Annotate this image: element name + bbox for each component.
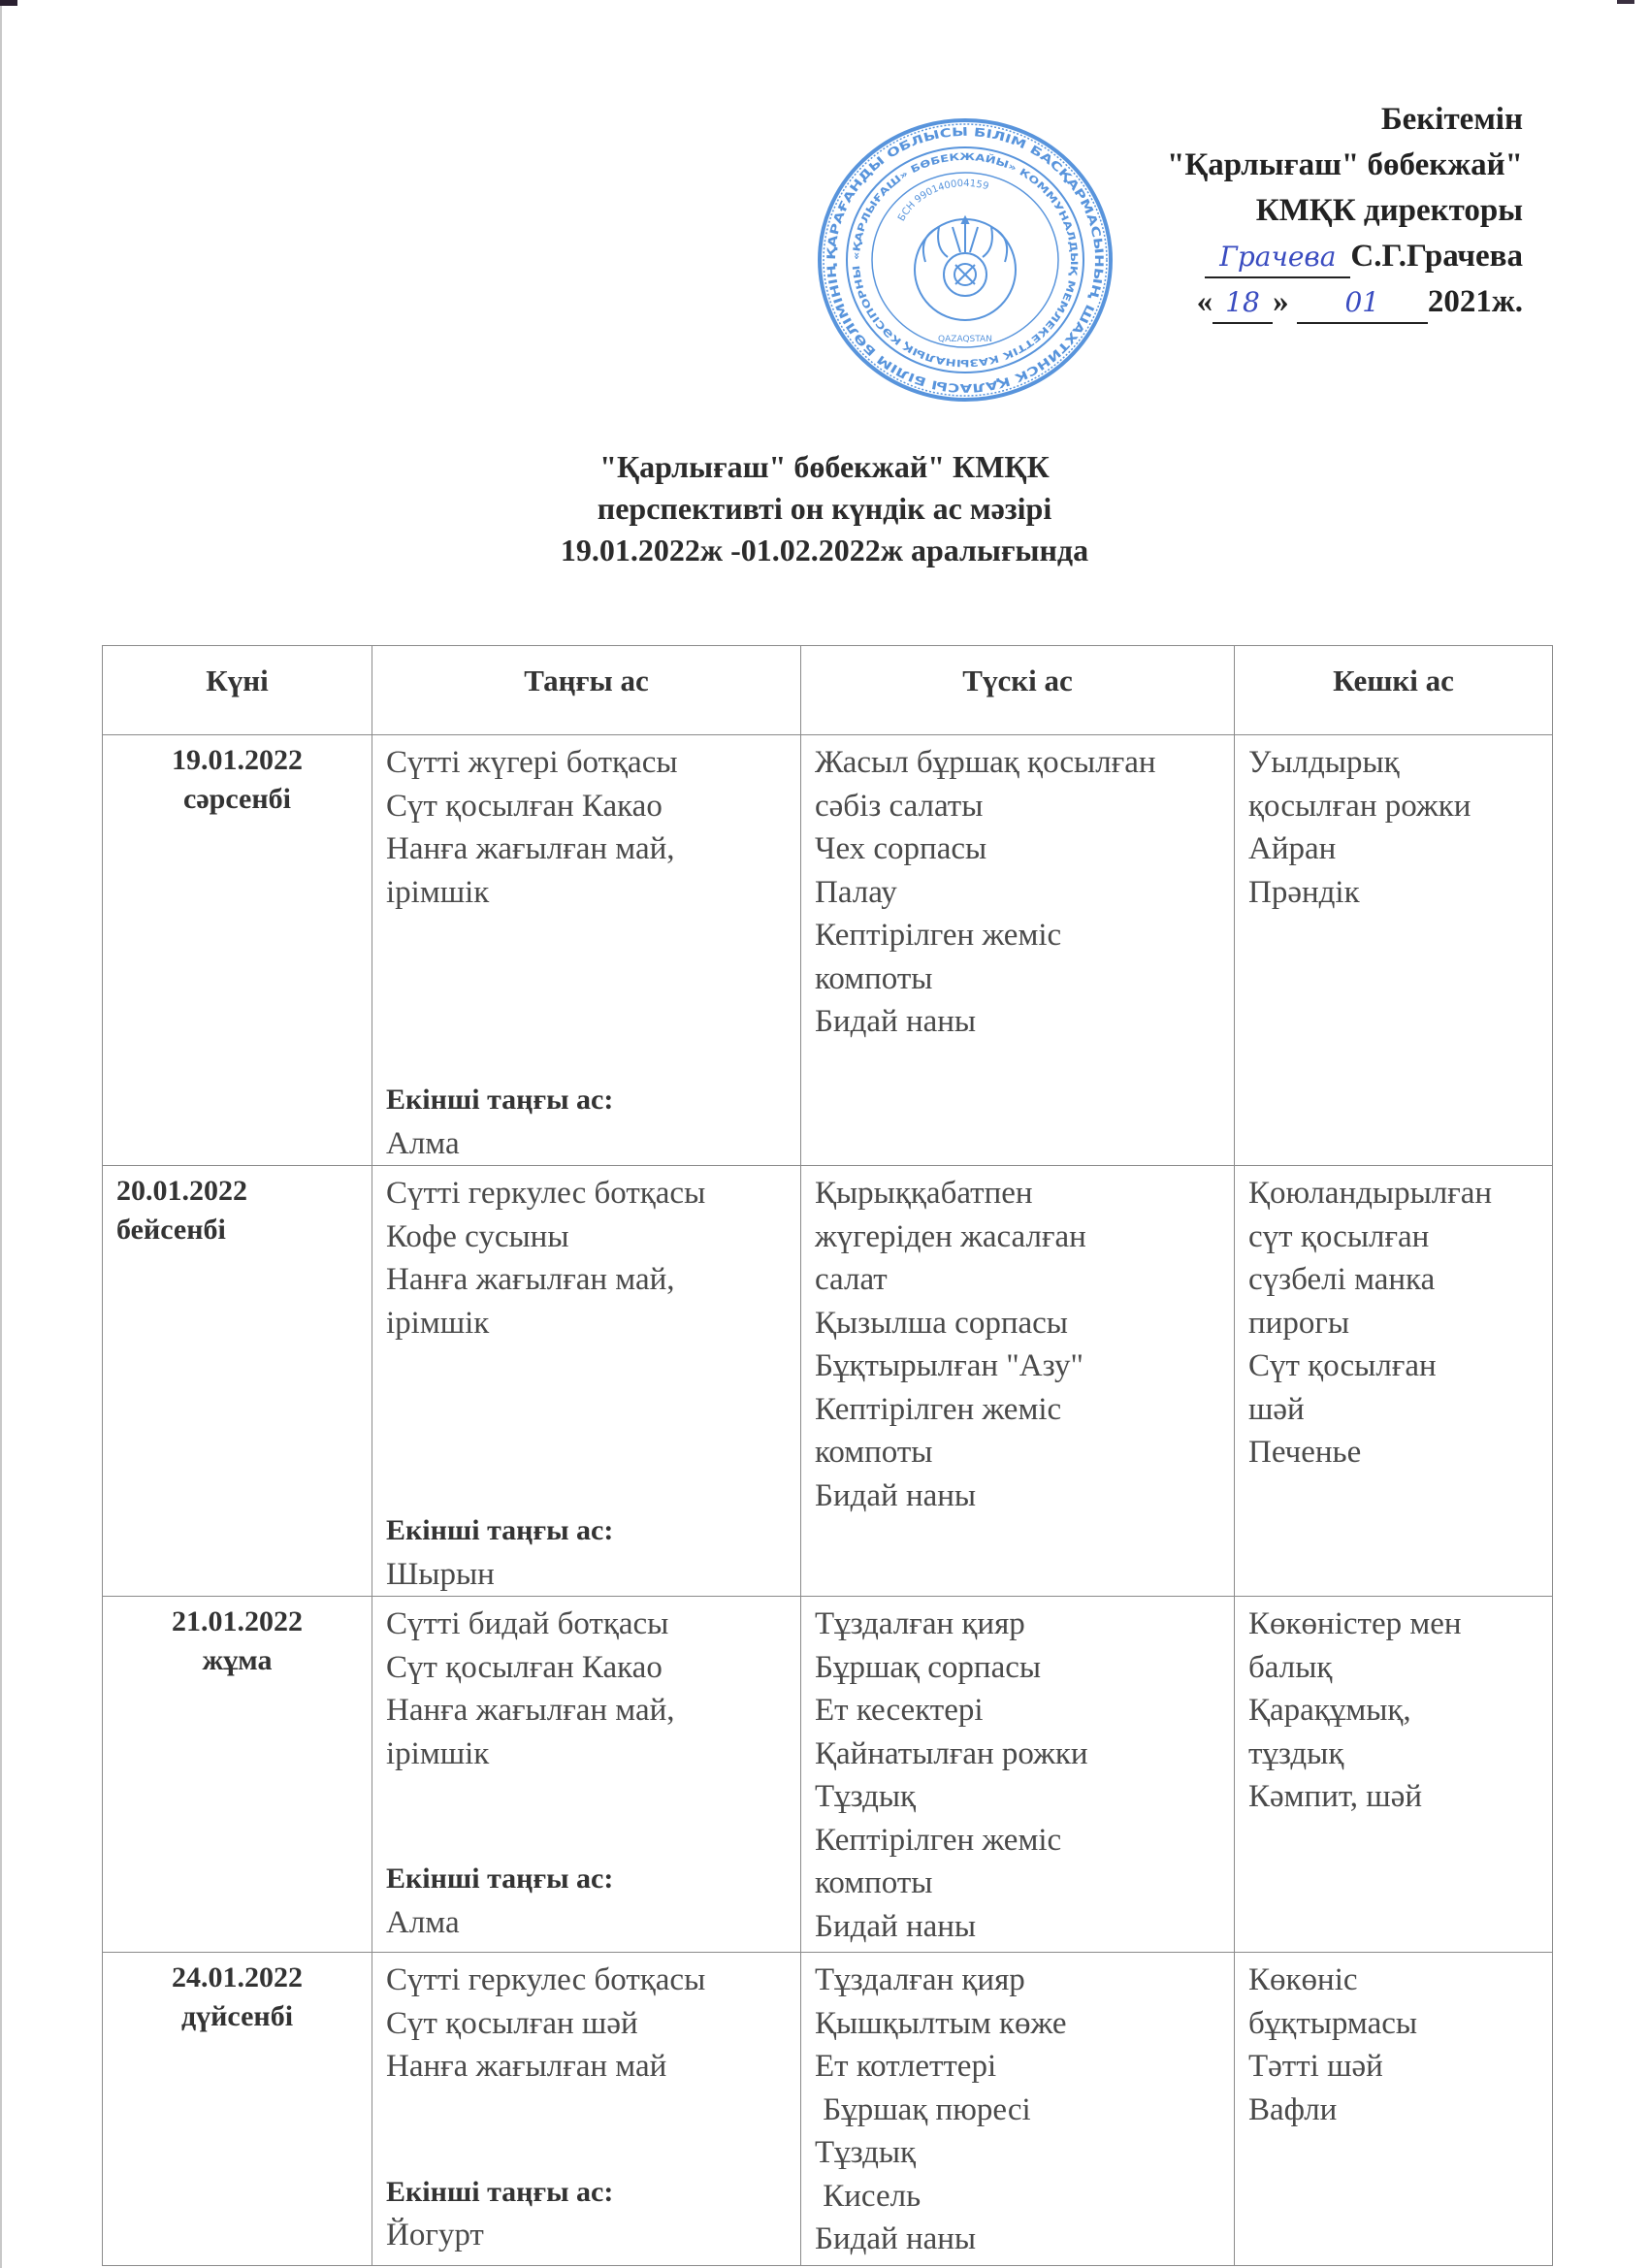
menu-item: Ет кесектері — [815, 1693, 984, 1728]
menu-item: Прәндік — [1248, 874, 1360, 910]
menu-item: Бидай наны — [815, 1477, 977, 1513]
date-cell — [103, 1953, 372, 2266]
spacer — [386, 1345, 794, 1509]
date-value: 21.01.2022 — [172, 1605, 303, 1637]
second-breakfast-label: Екінші таңғы ас: — [386, 2175, 614, 2208]
menu-item: Қайнатылған рожки — [815, 1735, 1088, 1771]
approval-organization: "Қарлығаш" бөбекжай" — [1167, 147, 1523, 182]
menu-item: Нанға жағылған май — [386, 2049, 667, 2084]
scan-artifact-top-right — [1617, 0, 1634, 4]
date-day-blank — [1212, 282, 1273, 324]
title-subject: перспективті он күндік ас мәзірі — [597, 491, 1052, 526]
date-value: 19.01.2022 — [172, 744, 303, 776]
menu-item: Ет котлеттері — [815, 2049, 997, 2084]
menu-item: Тұздалған қияр — [815, 1606, 1025, 1641]
dinner-cell — [1235, 1953, 1553, 2266]
scan-artifact-top-left — [0, 0, 17, 6]
menu-item: жүгеріден жасалған — [815, 1218, 1086, 1254]
menu-item: Бұршақ пюресі — [815, 2091, 1031, 2127]
breakfast-cell — [372, 1953, 801, 2266]
menu-item: қосылған рожки — [1248, 788, 1471, 824]
header-lunch: Түскі ас — [801, 646, 1235, 735]
menu-item: Сүтті геркулес ботқасы — [386, 1176, 706, 1211]
stamp-inner-text: «ҚАРЛЫҒАШ» БӨБЕКЖАЙЫ» КОММУНАЛДЫҚ МЕМЛЕКЕТТІК КАЗЫНАЛЫҚ КӘСІПОРНЫ — [851, 151, 1080, 369]
menu-item: ірімшік — [386, 1305, 490, 1341]
weekday-value: жұма — [202, 1644, 273, 1676]
table-row — [103, 735, 1553, 1166]
menu-item: Сүт қосылған — [1248, 1348, 1437, 1383]
menu-item: Бұршақ сорпасы — [815, 1649, 1042, 1685]
handwritten-signature: Грачева — [1219, 241, 1337, 273]
signature-blank — [1205, 237, 1350, 278]
menu-item: Қызылша сорпасы — [815, 1305, 1068, 1341]
menu-item: Кептірілген жеміс — [815, 1391, 1062, 1427]
table-row — [103, 1166, 1553, 1597]
weekday-value: сәрсенбі — [183, 783, 291, 815]
menu-item: Сүтті геркулес ботқасы — [386, 1962, 706, 1997]
menu-item: Кисель — [815, 2178, 922, 2214]
menu-item: Печенье — [1248, 1435, 1362, 1470]
date-close-quote: » — [1273, 284, 1289, 319]
stamp-outer-text: ҚАРАҒАНДЫ ОБЛЫСЫ БІЛІМ БАСҚАРМАСЫНЫҢ ШАХТИНСК ҚАЛАСЫ БІЛІМ БӨЛІМІНІҢ — [824, 124, 1107, 396]
dinner-cell — [1235, 735, 1553, 1166]
menu-item: Кептірілген жеміс — [815, 1822, 1062, 1858]
second-breakfast-item: Алма — [386, 1904, 460, 1940]
approval-heading: Бекітемін — [1380, 102, 1523, 137]
date-open-quote: « — [1196, 284, 1213, 319]
menu-item: Вафли — [1248, 2091, 1338, 2127]
document-title — [0, 446, 1649, 571]
menu-item: Сүт қосылған шәй — [386, 2005, 638, 2041]
menu-item: Нанға жағылған май, — [386, 831, 675, 866]
stamp-bsn-text: БСН 990140004159 — [896, 178, 990, 224]
lunch-cell — [801, 1166, 1235, 1597]
menu-item: Нанға жағылған май, — [386, 1693, 675, 1728]
second-breakfast-item: Алма — [386, 1125, 460, 1161]
header-date: Күні — [103, 646, 372, 735]
menu-item: бұқтырмасы — [1248, 2005, 1418, 2041]
menu-item: тұздық — [1248, 1735, 1344, 1771]
spacer — [386, 1775, 794, 1858]
table-header-row — [103, 646, 1553, 735]
menu-item: Көкөністер мен — [1248, 1606, 1462, 1641]
dinner-cell — [1235, 1597, 1553, 1953]
second-breakfast-label: Екінші таңғы ас: — [386, 1084, 614, 1116]
date-value: 24.01.2022 — [172, 1961, 303, 1993]
date-year: 2021ж. — [1427, 284, 1523, 319]
menu-item: Кәмпит, шәй — [1248, 1779, 1423, 1814]
menu-item: Қарақұмық, — [1248, 1693, 1411, 1728]
svg-text:БСН 990140004159 — [896, 178, 989, 223]
menu-item: Көкөніс — [1248, 1962, 1358, 1997]
breakfast-cell — [372, 1166, 801, 1597]
menu-item: пирогы — [1248, 1305, 1350, 1341]
lunch-cell — [801, 1953, 1235, 2266]
menu-item: Кофе сусыны — [386, 1218, 569, 1254]
approval-block — [1135, 97, 1523, 325]
menu-item: Тәтті шәй — [1248, 2049, 1383, 2084]
menu-item: ірімшік — [386, 1735, 490, 1771]
menu-item: Қышқылтым көже — [815, 2005, 1067, 2041]
second-breakfast-item: Йогурт — [386, 2218, 484, 2252]
title-organization: "Қарлығаш" бөбекжай" КМҚК — [599, 449, 1050, 484]
scan-edge-left — [0, 6, 2, 2268]
menu-item: компоты — [815, 1865, 933, 1900]
weekday-value: бейсенбі — [116, 1214, 226, 1246]
spacer — [386, 2089, 794, 2171]
dinner-cell — [1235, 1166, 1553, 1597]
menu-item: сәбіз салаты — [815, 788, 984, 824]
menu-item: Тұздалған қияр — [815, 1962, 1025, 1997]
menu-item: Бидай наны — [815, 1004, 977, 1039]
date-value: 20.01.2022 — [116, 1175, 247, 1207]
menu-item: Сүт қосылған Какао — [386, 1649, 663, 1685]
handwritten-month: 01 — [1344, 286, 1380, 318]
menu-item: Сүтті бидай ботқасы — [386, 1606, 669, 1641]
approval-date-line — [1135, 279, 1523, 325]
date-cell — [103, 735, 372, 1166]
menu-item: Бидай наны — [815, 2221, 977, 2256]
table-row — [103, 1597, 1553, 1953]
menu-item: компоты — [815, 1435, 933, 1470]
menu-item: Бұқтырылған "Азу" — [815, 1348, 1083, 1383]
menu-item: Тұздық — [815, 2135, 917, 2170]
second-breakfast-label: Екінші таңғы ас: — [386, 1514, 614, 1546]
svg-text:ҚАРАҒАНДЫ ОБЛЫСЫ БІЛІМ БАСҚАРМ — [824, 125, 1106, 395]
breakfast-cell — [372, 1597, 801, 1953]
spacer — [386, 914, 794, 1079]
official-stamp — [815, 114, 1116, 405]
header-dinner: Кешкі ас — [1235, 646, 1553, 735]
second-breakfast-item: Шырын — [386, 1556, 495, 1592]
title-period: 19.01.2022ж -01.02.2022ж аралығында — [560, 533, 1089, 567]
breakfast-cell — [372, 735, 801, 1166]
menu-item: Бидай наны — [815, 1908, 977, 1944]
menu-item: салат — [815, 1262, 888, 1297]
lunch-cell — [801, 735, 1235, 1166]
menu-item: Нанға жағылған май, — [386, 1262, 675, 1297]
menu-table — [102, 645, 1553, 2266]
menu-item: Чех сорпасы — [815, 831, 987, 866]
menu-item: ірімшік — [386, 874, 490, 910]
date-cell — [103, 1597, 372, 1953]
signer-name: С.Г.Грачева — [1350, 239, 1523, 274]
menu-item: балық — [1248, 1649, 1333, 1685]
kazakhstan-emblem-icon — [915, 217, 1016, 320]
menu-item: Қырыққабатпен — [815, 1176, 1033, 1211]
menu-item: Уылдырық — [1248, 745, 1400, 780]
menu-item: сүзбелі манка — [1248, 1262, 1436, 1297]
menu-item: Қоюландырылған — [1248, 1176, 1493, 1211]
menu-item: Тұздық — [815, 1779, 917, 1814]
header-breakfast: Таңғы ас — [372, 646, 801, 735]
weekday-value: дүйсенбі — [180, 2000, 294, 2032]
second-breakfast-label: Екінші таңғы ас: — [386, 1863, 614, 1895]
date-cell — [103, 1166, 372, 1597]
menu-item: Сүтті жүгері ботқасы — [386, 745, 678, 780]
menu-item: компоты — [815, 960, 933, 996]
approval-signature-line — [1135, 234, 1523, 279]
handwritten-day: 18 — [1225, 286, 1260, 318]
stamp-center-text: QAZAQSTAN — [938, 335, 992, 344]
menu-item: Жасыл бұршақ қосылған — [815, 745, 1156, 780]
table-row — [103, 1953, 1553, 2266]
approval-position: КМҚК директоры — [1255, 193, 1523, 228]
menu-item: сүт қосылған — [1248, 1218, 1430, 1254]
date-month-blank — [1297, 282, 1428, 324]
lunch-cell — [801, 1597, 1235, 1953]
menu-item: Палау — [815, 874, 897, 910]
menu-item: Айран — [1248, 831, 1337, 866]
menu-item: Кептірілген жеміс — [815, 918, 1062, 953]
menu-item: шәй — [1248, 1391, 1305, 1427]
menu-item: Сүт қосылған Какао — [386, 788, 663, 824]
